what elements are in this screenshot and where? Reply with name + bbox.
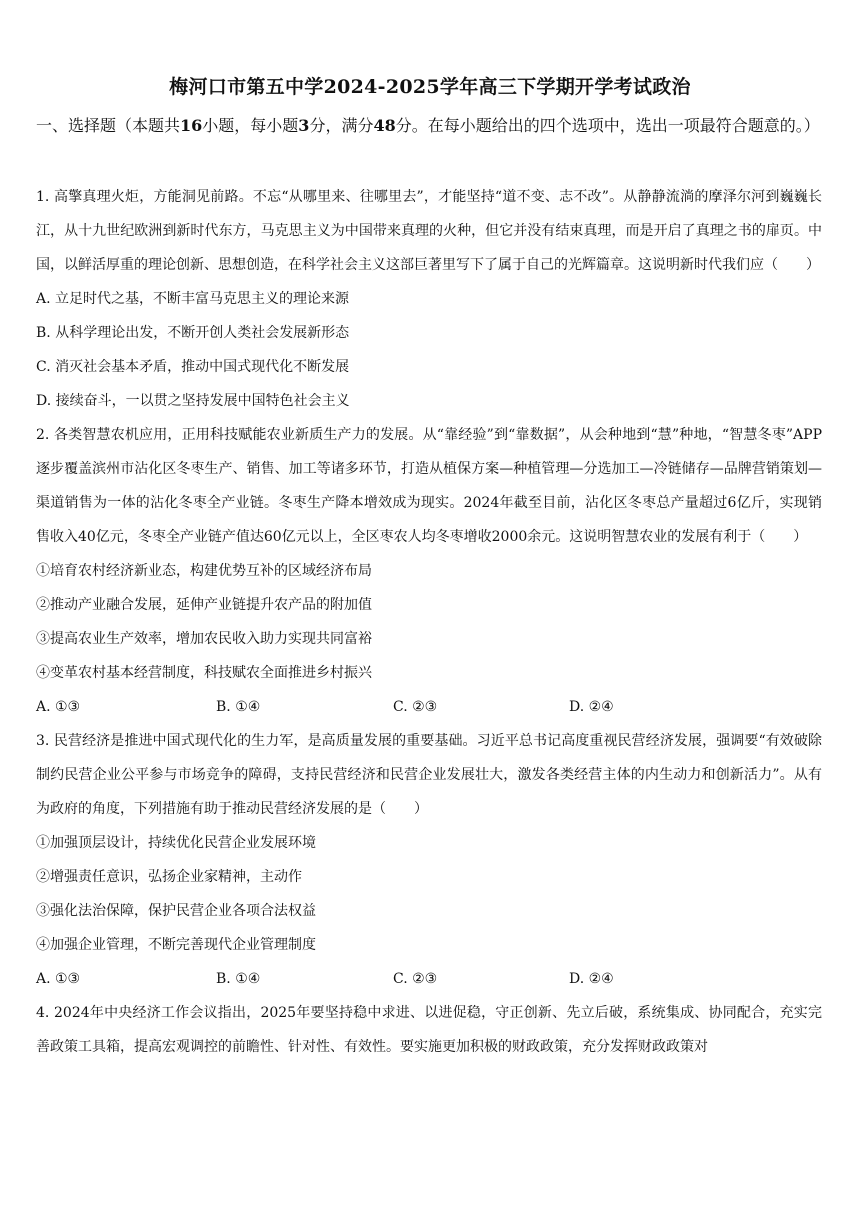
- question-2-stem: 2. 各类智慧农机应用，正用科技赋能农业新质生产力的发展。从“靠经验”到“靠数据”，从会种地到“慧”种地，“智慧冬枣”APP逐步覆盖滨州市沾化区冬枣生产、销售、加工等诸多环节，打造从植保方案—种植管理—分选加工—冷链储存—品牌营销策划—渠道销售为一体的沾化冬枣全产业链。冬枣生产降本增效成为现实。2024年截至目前，沾化区冬枣总产量超过6亿斤，实现销售收入40亿元，冬枣全产业链产值达60亿元以上，全区枣农人均冬枣增收2000余元。这说明智慧农业的发展有利于（ ）: [36, 427, 822, 545]
- question-3-statement-2: ②增强责任意识，弘扬企业家精神，主动作: [36, 869, 302, 885]
- question-3-choice-c: C. ②③: [393, 971, 438, 987]
- question-3: [36, 724, 822, 996]
- question-1-stem: 1. 高擎真理火炬，方能洞见前路。不忘“从哪里来、往哪里去”，才能坚持“道不变、志不改”。从静静流淌的摩泽尔河到巍巍长江，从十九世纪欧洲到新时代东方，马克思主义为中国带来真理的火种，但它并没有结束真理，而是开启了真理之书的扉页。中国，以鲜活厚重的理论创新、思想创造，在科学社会主义这部巨著里写下了属于自己的光辉篇章。这说明新时代我们应（ ）: [36, 189, 822, 273]
- question-2-statement-2: ②推动产业融合发展，延伸产业链提升农产品的附加值: [36, 597, 372, 613]
- question-1-option-d: D. 接续奋斗，一以贯之坚持发展中国特色社会主义: [36, 393, 350, 409]
- question-1-option-b: B. 从科学理论出发，不断开创人类社会发展新形态: [36, 325, 350, 341]
- question-2-choice-a: A. ①③: [36, 699, 81, 715]
- section-text-2: 小题，每小题: [202, 116, 299, 135]
- question-2-choices: [36, 690, 822, 724]
- question-2: [36, 418, 822, 724]
- question-3-statement-1: ①加强顶层设计，持续优化民营企业发展环境: [36, 835, 316, 851]
- question-1-option-c: C. 消灭社会基本矛盾，推动中国式现代化不断发展: [36, 359, 350, 375]
- question-1-option-a: A. 立足时代之基，不断丰富马克思主义的理论来源: [36, 291, 350, 307]
- question-3-stem: 3. 民营经济是推进中国式现代化的生力军，是高质量发展的重要基础。习近平总书记高度重视民营经济发展，强调要“有效破除制约民营企业公平参与市场竞争的障碍，支持民营经济和民营企业发展壮大，激发各类经营主体的内生动力和创新活力”。从有为政府的角度，下列措施有助于推动民营经济发展的是（ ）: [36, 733, 822, 817]
- page-title: 梅河口市第五中学2024-2025学年高三下学期开学考试政治: [169, 76, 691, 98]
- question-3-statement-4: ④加强企业管理，不断完善现代企业管理制度: [36, 937, 316, 953]
- total-points: 48: [373, 116, 396, 135]
- section-instructions: [36, 110, 822, 142]
- question-count: 16: [180, 116, 203, 135]
- question-3-choice-a: A. ①③: [36, 971, 81, 987]
- section-text-4: 分。在每小题给出的四个选项中，选出一项最符合题意的。）: [395, 116, 820, 135]
- question-2-statement-3: ③提高农业生产效率，增加农民收入助力实现共同富裕: [36, 631, 372, 647]
- section-text-1: 一、选择题（本题共: [36, 116, 181, 135]
- question-1: [36, 180, 822, 418]
- question-list: [36, 180, 822, 1064]
- question-3-choices: [36, 962, 822, 996]
- question-4: [36, 996, 822, 1064]
- question-2-statement-4: ④变革农村基本经营制度，科技赋农全面推进乡村振兴: [36, 665, 372, 681]
- section-text-3: 分，满分: [309, 116, 374, 135]
- question-2-choice-d: D. ②④: [569, 699, 614, 715]
- question-2-choice-c: C. ②③: [393, 699, 438, 715]
- question-3-statement-3: ③强化法治保障，保护民营企业各项合法权益: [36, 903, 316, 919]
- points-per-question: 3: [298, 116, 310, 135]
- question-3-choice-d: D. ②④: [569, 971, 614, 987]
- question-3-choice-b: B. ①④: [216, 971, 261, 987]
- question-2-statement-1: ①培育农村经济新业态，构建优势互补的区域经济布局: [36, 563, 372, 579]
- question-4-stem: 4. 2024年中央经济工作会议指出，2025年要坚持稳中求进、以进促稳，守正创新、先立后破，系统集成、协同配合，充实完善政策工具箱，提高宏观调控的前瞻性、针对性、有效性。要实施更加积极的财政政策，充分发挥财政政策对: [36, 1005, 822, 1055]
- question-2-choice-b: B. ①④: [216, 699, 261, 715]
